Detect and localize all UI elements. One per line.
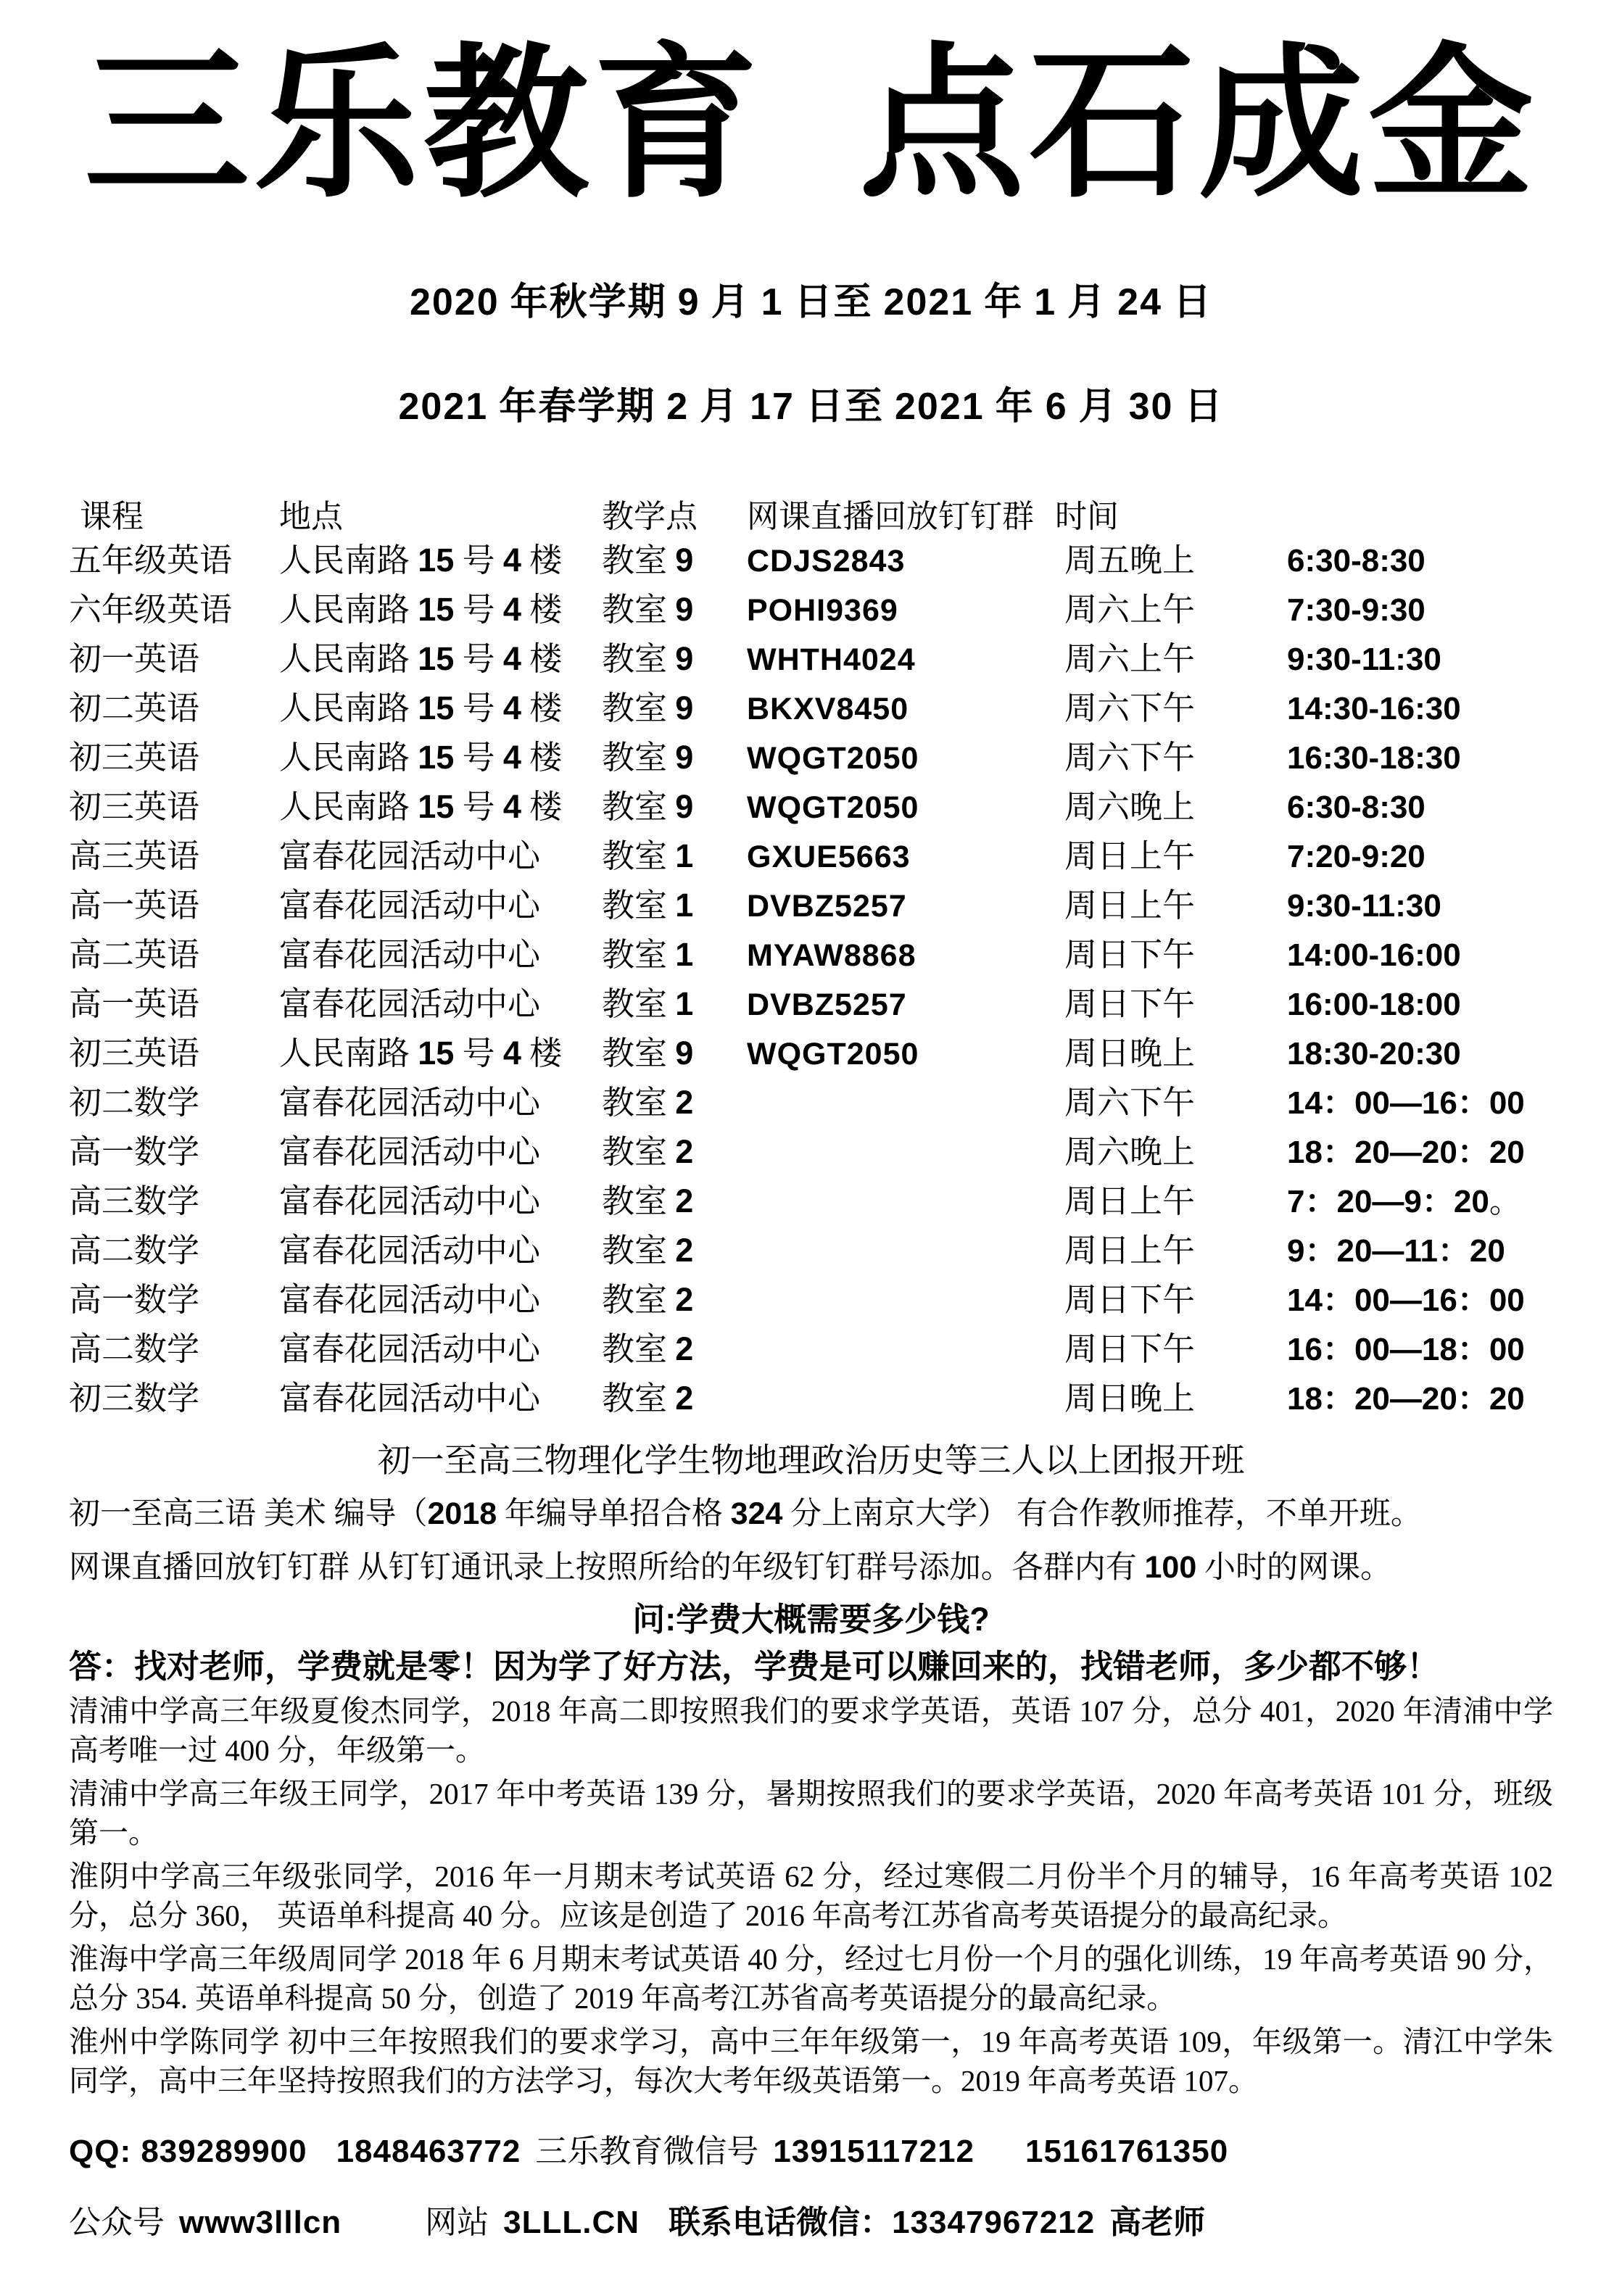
- course-cell: 高一数学: [69, 1133, 200, 1170]
- official-account-label: 公众号: [69, 2205, 165, 2241]
- table-row: [69, 1372, 1553, 1421]
- classroom-cell: 教室 2: [602, 1083, 694, 1121]
- time-cell: 16:00-18:00: [1287, 986, 1461, 1022]
- classroom-cell: 教室 2: [602, 1280, 694, 1318]
- website-label: 网站: [425, 2205, 489, 2241]
- classroom-cell: 教室 2: [602, 1379, 694, 1417]
- semester-date-spring: 2021 年春学期 2 月 17 日至 2021 年 6 月 30 日: [398, 385, 1224, 428]
- table-row: [69, 977, 1553, 1027]
- dingtalk-group-cell: MYAW8868: [747, 937, 916, 973]
- location-cell: 富春花园活动中心: [279, 1182, 541, 1219]
- page-title: 三乐教育 点石成金: [84, 35, 1538, 217]
- time-cell: 7：20—9：20。: [1287, 1183, 1521, 1219]
- classroom-cell: 教室 9: [602, 590, 694, 628]
- table-row: [69, 829, 1553, 879]
- wechat-number-1: 13915117212: [773, 2134, 975, 2170]
- dingtalk-group-cell: CDJS2843: [747, 543, 906, 579]
- classroom-cell: 教室 9: [602, 689, 694, 726]
- classroom-cell: 教室 2: [602, 1330, 694, 1367]
- day-cell: 周日上午: [1064, 1182, 1196, 1219]
- classroom-cell: 教室 9: [602, 1034, 694, 1072]
- day-cell: 周六下午: [1064, 689, 1196, 726]
- time-cell: 16:30-18:30: [1287, 739, 1461, 776]
- location-cell: 富春花园活动中心: [279, 887, 541, 924]
- qq-number-2: 1848463772: [336, 2134, 521, 2170]
- day-cell: 周日下午: [1064, 1281, 1196, 1318]
- table-row: [69, 1322, 1553, 1372]
- time-cell: 14：00—16：00: [1287, 1085, 1525, 1121]
- teacher-name: 高老师: [1109, 2205, 1206, 2241]
- table-row: [69, 1027, 1553, 1076]
- table-row: [69, 780, 1553, 829]
- course-cell: 初三英语: [69, 739, 200, 776]
- table-row: [69, 681, 1553, 731]
- header-course: 课程: [80, 498, 144, 534]
- course-cell: 高二数学: [69, 1330, 200, 1367]
- phone-wechat-label: 联系电话微信：: [669, 2205, 893, 2241]
- table-row: [69, 1224, 1553, 1273]
- course-cell: 六年级英语: [69, 591, 233, 628]
- time-cell: 9:30-11:30: [1287, 641, 1441, 677]
- table-row: [69, 1174, 1553, 1224]
- table-row: [69, 632, 1553, 681]
- day-cell: 周日上午: [1064, 837, 1196, 874]
- classroom-cell: 教室 9: [602, 541, 694, 579]
- classroom-cell: 教室 9: [602, 787, 694, 825]
- classroom-cell: 教室 9: [602, 738, 694, 776]
- day-cell: 周日上午: [1064, 1232, 1196, 1269]
- location-cell: 人民南路 15 号 4 楼: [279, 1034, 563, 1072]
- time-cell: 9：20—11：20: [1287, 1232, 1505, 1269]
- day-cell: 周日晚上: [1064, 1380, 1196, 1417]
- testimonial-zhang: 淮阴中学高三年级张同学，2016 年一月期末考试英语 62 分，经过寒假二月份半个月的辅导，16 年高考英语 102 分，总分 360， 英语单科提高 40 分。应该是创造了 2016 年高考江苏省高考英语提分的最高纪录。: [69, 1860, 1553, 1933]
- day-cell: 周日下午: [1064, 1330, 1196, 1367]
- location-cell: 富春花园活动中心: [279, 1084, 541, 1121]
- dingtalk-note: 网课直播回放钉钉群 从钉钉通讯录上按照所给的年级钉钉群号添加。各群内有 100 小时的网课。: [69, 1550, 1391, 1586]
- dingtalk-group-cell: WQGT2050: [747, 789, 919, 825]
- classroom-cell: 教室 2: [602, 1231, 694, 1269]
- table-row: [69, 928, 1553, 977]
- dingtalk-group-cell: WHTH4024: [747, 642, 916, 677]
- classroom-cell: 教室 1: [602, 985, 694, 1022]
- header-time: 时间: [1055, 498, 1119, 534]
- time-cell: 14：00—16：00: [1287, 1282, 1525, 1318]
- dingtalk-group-cell: GXUE5663: [747, 839, 911, 874]
- location-cell: 富春花园活动中心: [279, 1281, 541, 1318]
- time-cell: 6:30-8:30: [1287, 789, 1426, 825]
- course-cell: 初二数学: [69, 1084, 200, 1121]
- testimonial-wang: 清浦中学高三年级王同学，2017 年中考英语 139 分，暑期按照我们的要求学英语，2020 年高考英语 101 分，班级第一。: [69, 1777, 1553, 1850]
- wechat-label: 三乐教育微信号: [535, 2134, 759, 2170]
- course-cell: 高三英语: [69, 837, 200, 874]
- testimonials: [69, 1691, 1553, 2100]
- course-cell: 初二英语: [69, 689, 200, 726]
- header-location: 地点: [279, 498, 343, 534]
- semester-date-fall: 2020 年秋学期 9 月 1 日至 2021 年 1 月 24 日: [409, 281, 1213, 324]
- location-cell: 人民南路 15 号 4 楼: [279, 541, 563, 579]
- dingtalk-group-cell: BKXV8450: [747, 691, 909, 726]
- semester-dates: [69, 282, 1553, 427]
- location-cell: 人民南路 15 号 4 楼: [279, 639, 563, 677]
- course-cell: 高二英语: [69, 936, 200, 973]
- website-url: 3LLL.CN: [503, 2205, 640, 2241]
- table-row: [69, 1273, 1553, 1322]
- time-cell: 7:20-9:20: [1287, 838, 1426, 874]
- day-cell: 周六下午: [1064, 1084, 1196, 1121]
- course-cell: 高一英语: [69, 887, 200, 924]
- schedule-table: [69, 490, 1553, 1421]
- art-media-note: 初一至高三语 美术 编导（2018 年编导单招合格 324 分上南京大学） 有合作教师推荐，不单开班。: [69, 1496, 1422, 1532]
- course-cell: 五年级英语: [69, 542, 233, 579]
- course-cell: 高二数学: [69, 1232, 200, 1269]
- wechat-number-2: 15161761350: [1025, 2134, 1229, 2170]
- time-cell: 6:30-8:30: [1287, 542, 1426, 579]
- location-cell: 富春花园活动中心: [279, 1330, 541, 1367]
- testimonial-chen-zhu: 淮州中学陈同学 初中三年按照我们的要求学习，高中三年年级第一，19 年高考英语 109，年级第一。清江中学朱同学，高中三年坚持按照我们的方法学习，每次大考年级英语第一。2019 年高考英语 107。: [69, 2025, 1553, 2098]
- classroom-cell: 教室 1: [602, 886, 694, 924]
- day-cell: 周六下午: [1064, 739, 1196, 776]
- classroom-cell: 教室 1: [602, 837, 694, 874]
- header-dingtalk-group: 网课直播回放钉钉群: [747, 498, 1034, 534]
- table-row: [69, 583, 1553, 632]
- dingtalk-group-cell: WQGT2050: [747, 1036, 919, 1072]
- testimonial-xiajunjie: 清浦中学高三年级夏俊杰同学，2018 年高二即按照我们的要求学英语，英语 107 分，总分 401，2020 年清浦中学高考唯一过 400 分，年级第一。: [69, 1694, 1553, 1767]
- course-cell: 高三数学: [69, 1182, 200, 1219]
- time-cell: 16：00—18：00: [1287, 1331, 1525, 1367]
- course-cell: 初三英语: [69, 788, 200, 825]
- location-cell: 富春花园活动中心: [279, 936, 541, 973]
- location-cell: 人民南路 15 号 4 楼: [279, 738, 563, 776]
- time-cell: 18:30-20:30: [1287, 1035, 1461, 1072]
- table-row: [69, 731, 1553, 780]
- day-cell: 周六晚上: [1064, 788, 1196, 825]
- location-cell: 人民南路 15 号 4 楼: [279, 689, 563, 726]
- phone-wechat-number: 13347967212: [892, 2205, 1096, 2241]
- day-cell: 周六上午: [1064, 591, 1196, 628]
- day-cell: 周日晚上: [1064, 1035, 1196, 1072]
- course-cell: 高一英语: [69, 985, 200, 1022]
- official-account-id: www3lllcn: [179, 2205, 342, 2241]
- time-cell: 14:00-16:00: [1287, 937, 1461, 973]
- location-cell: 富春花园活动中心: [279, 1232, 541, 1269]
- day-cell: 周六晚上: [1064, 1133, 1196, 1170]
- location-cell: 富春花园活动中心: [279, 837, 541, 874]
- course-cell: 初三英语: [69, 1035, 200, 1072]
- table-body: [69, 534, 1553, 1421]
- location-cell: 富春花园活动中心: [279, 1380, 541, 1417]
- day-cell: 周日下午: [1064, 985, 1196, 1022]
- time-cell: 9:30-11:30: [1287, 887, 1441, 924]
- group-enroll-note: 初一至高三物理化学生物地理政治历史等三人以上团报开班: [377, 1441, 1245, 1479]
- day-cell: 周六上午: [1064, 640, 1196, 677]
- time-cell: 18：20—20：20: [1287, 1380, 1525, 1417]
- course-cell: 初三数学: [69, 1380, 200, 1417]
- tuition-question: 问:学费大概需要多少钱?: [632, 1601, 990, 1638]
- location-cell: 富春花园活动中心: [279, 1133, 541, 1170]
- time-cell: 18：20—20：20: [1287, 1134, 1525, 1170]
- table-row: [69, 1125, 1553, 1174]
- qq-number-1: QQ: 839289900: [69, 2134, 307, 2170]
- dingtalk-group-cell: DVBZ5257: [747, 888, 907, 924]
- dingtalk-group-cell: WQGT2050: [747, 740, 919, 776]
- header-teaching-point: 教学点: [602, 498, 698, 534]
- time-cell: 14:30-16:30: [1287, 690, 1461, 726]
- location-cell: 富春花园活动中心: [279, 985, 541, 1022]
- classroom-cell: 教室 9: [602, 639, 694, 677]
- course-cell: 初一英语: [69, 640, 200, 677]
- table-row: [69, 1076, 1553, 1125]
- contact-line-web-phone: [69, 2196, 1553, 2242]
- day-cell: 周五晚上: [1064, 542, 1196, 579]
- dingtalk-group-cell: POHI9369: [747, 592, 898, 628]
- table-row: [69, 534, 1553, 583]
- dingtalk-group-cell: DVBZ5257: [747, 987, 907, 1022]
- table-row: [69, 879, 1553, 928]
- table-header-row: [69, 490, 1553, 534]
- classroom-cell: 教室 2: [602, 1132, 694, 1170]
- location-cell: 人民南路 15 号 4 楼: [279, 590, 563, 628]
- time-cell: 7:30-9:30: [1287, 592, 1426, 628]
- location-cell: 人民南路 15 号 4 楼: [279, 787, 563, 825]
- tuition-answer: 答：找对老师，学费就是零！因为学了好方法，学费是可以赚回来的，找错老师，多少都不够！: [69, 1648, 1440, 1686]
- classroom-cell: 教室 1: [602, 935, 694, 973]
- contact-line-qq-wechat: [69, 2125, 1553, 2171]
- testimonial-zhou: 淮海中学高三年级周同学 2018 年 6 月期末考试英语 40 分，经过七月份一个月的强化训练，19 年高考英语 90 分， 总分 354. 英语单科提高 50 分，创造了 2019 年高考江苏省高考英语提分的最高纪录。: [69, 1942, 1553, 2015]
- course-cell: 高一数学: [69, 1281, 200, 1318]
- day-cell: 周日下午: [1064, 936, 1196, 973]
- classroom-cell: 教室 2: [602, 1182, 694, 1219]
- day-cell: 周日上午: [1064, 887, 1196, 924]
